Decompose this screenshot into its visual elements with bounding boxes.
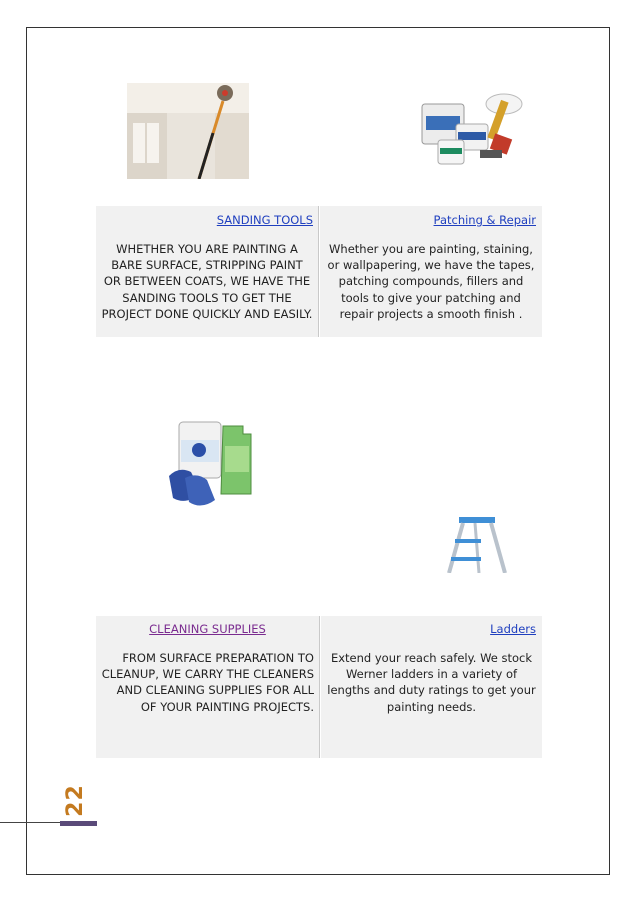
sanding-tool-photo bbox=[127, 83, 249, 179]
patching-repair-cell bbox=[320, 206, 542, 337]
page-number-bar bbox=[60, 821, 97, 826]
sanding-tools-title[interactable]: SANDING TOOLS bbox=[216, 213, 313, 227]
patching-repair-title[interactable]: Patching & Repair bbox=[433, 213, 536, 227]
cleaning-supplies-photo bbox=[165, 416, 265, 508]
page-number-text: 22 bbox=[62, 783, 88, 817]
patching-products-photo bbox=[416, 90, 528, 172]
cleaning-supplies-text: FROM SURFACE PREPARATION TO CLEANUP, WE CARRY THE CLEANERS AND CLEANING SUPPLIES FOR ALL OF YOUR PAINTING PROJECTS. bbox=[101, 651, 314, 714]
cleaning-supplies-cell bbox=[96, 616, 320, 758]
sanding-tools-text: WHETHER YOU ARE PAINTING A BARE SURFACE, STRIPPING PAINT OR BETWEEN COATS, WE HAVE THE SANDING TOOLS TO GET THE PROJECT DONE QUICKLY AND EASILY. bbox=[101, 242, 313, 321]
cleaning-supplies-title[interactable]: CLEANING SUPPLIES bbox=[149, 622, 266, 636]
ladders-title[interactable]: Ladders bbox=[490, 622, 536, 636]
sanding-tools-cell bbox=[96, 206, 319, 337]
ladders-text: Extend your reach safely. We stock Werner ladders in a variety of lengths and duty ratings to get your painting needs. bbox=[327, 651, 536, 714]
ladder-photo bbox=[441, 515, 513, 573]
page-number-rule bbox=[0, 822, 60, 823]
ladders-cell bbox=[321, 616, 542, 758]
patching-repair-text: Whether you are painting, staining, or wallpapering, we have the tapes, patching compounds, fillers and tools to give your patching and repair projects a smooth finish . bbox=[327, 242, 535, 321]
page-number bbox=[56, 780, 94, 820]
